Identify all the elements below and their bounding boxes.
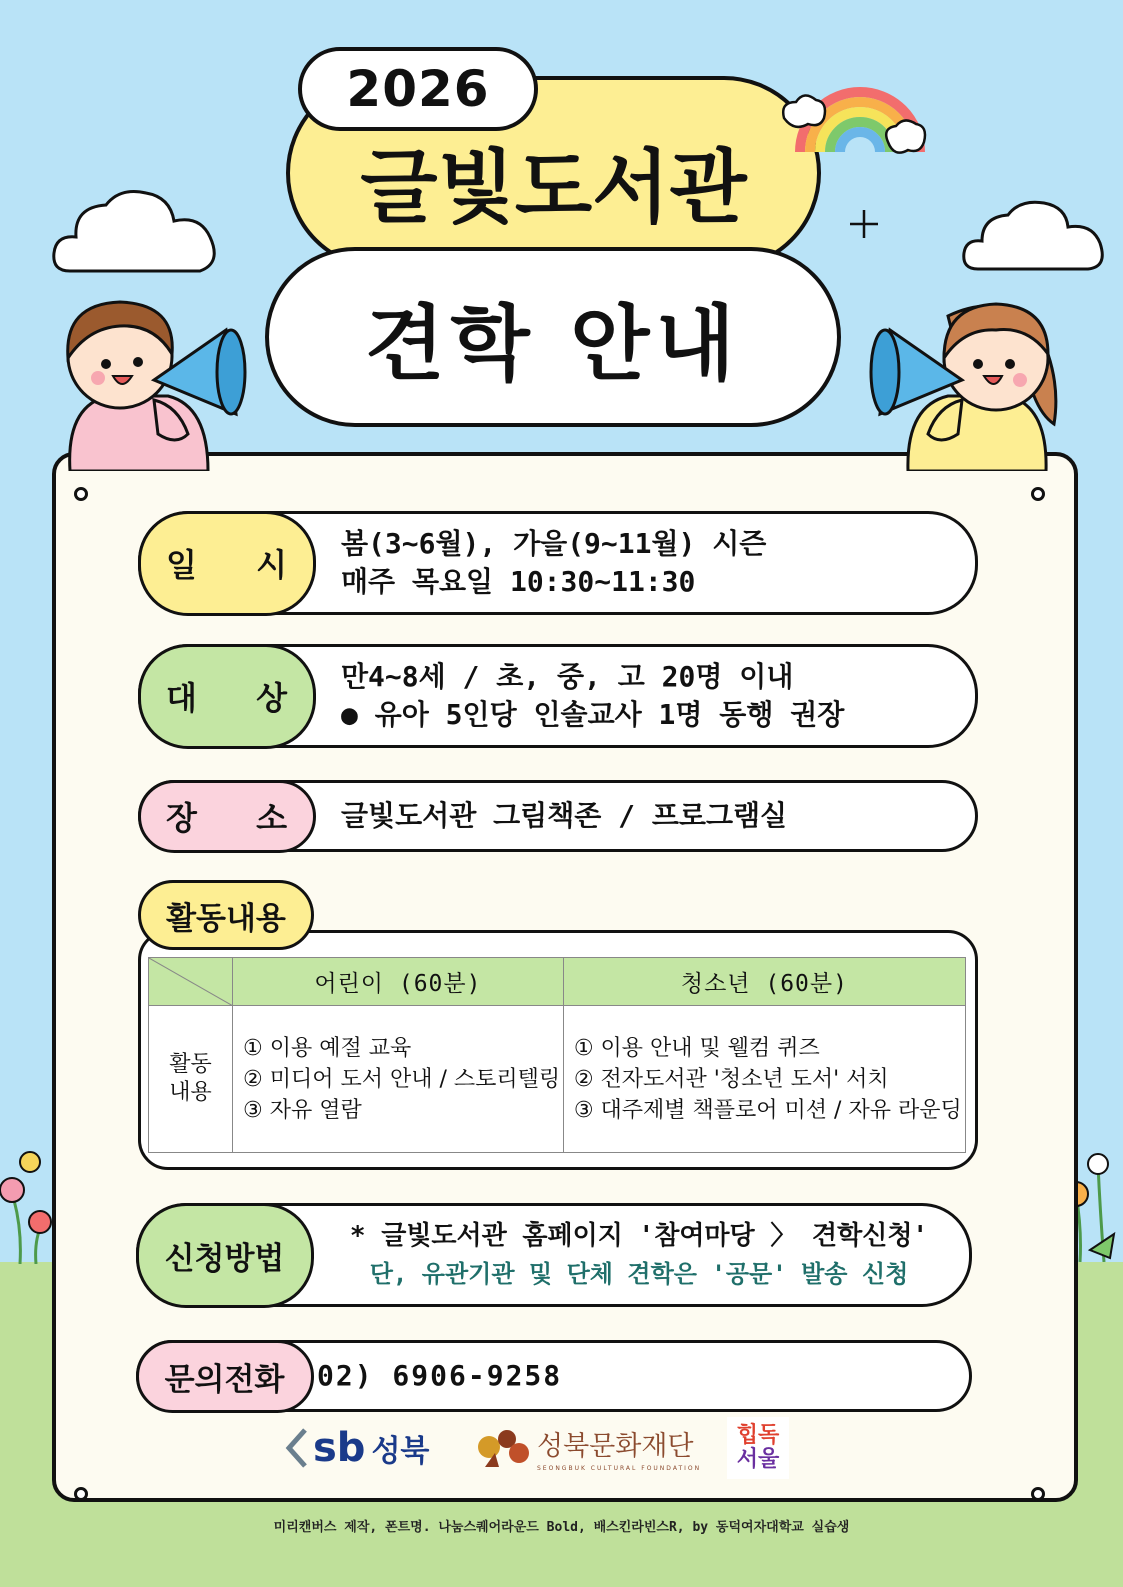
phone-number[interactable]: 02) 6906-9258 xyxy=(317,1359,563,1392)
children-activities xyxy=(233,1006,564,1153)
row-label-line: 내용 xyxy=(169,1080,212,1105)
column-header-children: 어린이 (60분) xyxy=(233,958,564,1006)
sb-logo-text: 성북 xyxy=(371,1434,430,1469)
phone-label: 문의전화 xyxy=(136,1340,314,1413)
target-line: ● 유아 5인당 인솔교사 1명 동행 권장 xyxy=(341,698,845,731)
apply-label: 신청방법 xyxy=(136,1203,314,1308)
board-pin-icon xyxy=(74,1487,88,1501)
place-label: 장 소 xyxy=(138,780,316,853)
youth-activities xyxy=(563,1006,965,1153)
foundation-logo-icon xyxy=(475,1423,531,1473)
foundation-logo-en: SEONGBUK CULTURAL FOUNDATION xyxy=(537,1465,702,1472)
table-corner-cell xyxy=(149,958,233,1006)
list-item: ① 이용 안내 및 웰컴 퀴즈 xyxy=(573,1035,820,1061)
board-pin-icon xyxy=(1031,487,1045,501)
schedule-line: 봄(3~6월), 가을(9~11월) 시즌 xyxy=(341,527,767,560)
flowers-left-illustration xyxy=(0,1140,56,1264)
hiphop-seoul-logo xyxy=(727,1417,789,1479)
sb-logo-icon xyxy=(285,1428,311,1468)
schedule-line: 매주 목요일 10:30~11:30 xyxy=(341,565,696,598)
activity-table xyxy=(148,957,966,1153)
cloud-left xyxy=(50,185,222,277)
target-label: 대 상 xyxy=(138,644,316,749)
row-label-line: 활동 xyxy=(169,1052,212,1077)
target-row xyxy=(138,644,978,748)
list-item: ③ 자유 열람 xyxy=(243,1097,362,1123)
row-label xyxy=(149,1006,233,1153)
page-title-text: 견학 안내 xyxy=(365,296,741,392)
sb-logo-letters: sb xyxy=(313,1425,366,1471)
target-line: 만4~8세 / 초, 중, 고 20명 이내 xyxy=(341,660,794,693)
place-text xyxy=(341,783,955,849)
page-title xyxy=(265,247,841,427)
apply-text xyxy=(329,1206,949,1304)
list-item: ② 미디어 도서 안내 / 스토리텔링 xyxy=(243,1066,561,1092)
sparkle-icon xyxy=(848,208,880,240)
target-text xyxy=(341,647,955,745)
hiphop-logo-line: 서울 xyxy=(736,1447,780,1472)
list-item: ② 전자도서관 '청소년 도서' 서치 xyxy=(573,1066,889,1092)
cloud-right xyxy=(960,197,1110,275)
list-item: ③ 대주제별 책플로어 미션 / 자유 라운딩 xyxy=(573,1097,962,1123)
seongbuk-foundation-logo xyxy=(475,1423,701,1473)
footer-credit: 미리캔버스 제작, 폰트명. 나눔스퀘어라운드 Bold, 배스킨라빈스R, by 동덕여자대학교 실습생 xyxy=(273,1520,850,1535)
hiphop-logo-line: 힙독 xyxy=(736,1423,780,1448)
column-header-youth: 청소년 (60분) xyxy=(563,958,965,1006)
schedule-text xyxy=(341,514,955,612)
apply-note: 단, 유관기관 및 단체 견학은 '공문' 발송 신청 xyxy=(369,1260,909,1288)
apply-row xyxy=(136,1203,972,1307)
list-item: ① 이용 예절 교육 xyxy=(243,1035,412,1061)
place-row xyxy=(138,780,978,852)
phone-row xyxy=(136,1340,972,1412)
girl-megaphone-illustration xyxy=(858,296,1058,471)
sponsor-logos xyxy=(285,1415,845,1485)
rainbow-icon xyxy=(770,62,930,172)
boy-megaphone-illustration xyxy=(58,296,253,471)
schedule-row xyxy=(138,511,978,615)
year-badge xyxy=(298,47,538,131)
board-pin-icon xyxy=(74,487,88,501)
apply-line: * 글빛도서관 홈페이지 '참여마당 〉 견학신청' xyxy=(349,1221,929,1251)
activity-label: 활동내용 xyxy=(138,880,314,950)
foundation-logo-text: 성북문화재단 xyxy=(537,1431,694,1462)
place-line: 글빛도서관 그림책존 / 프로그램실 xyxy=(341,799,788,832)
schedule-label: 일 시 xyxy=(138,511,316,616)
board-pin-icon xyxy=(1031,1487,1045,1501)
phone-text xyxy=(317,1343,949,1409)
library-name-text: 글빛도서관 xyxy=(360,140,747,234)
year-text: 2026 xyxy=(346,60,490,118)
sb-seongbuk-logo xyxy=(285,1425,429,1471)
